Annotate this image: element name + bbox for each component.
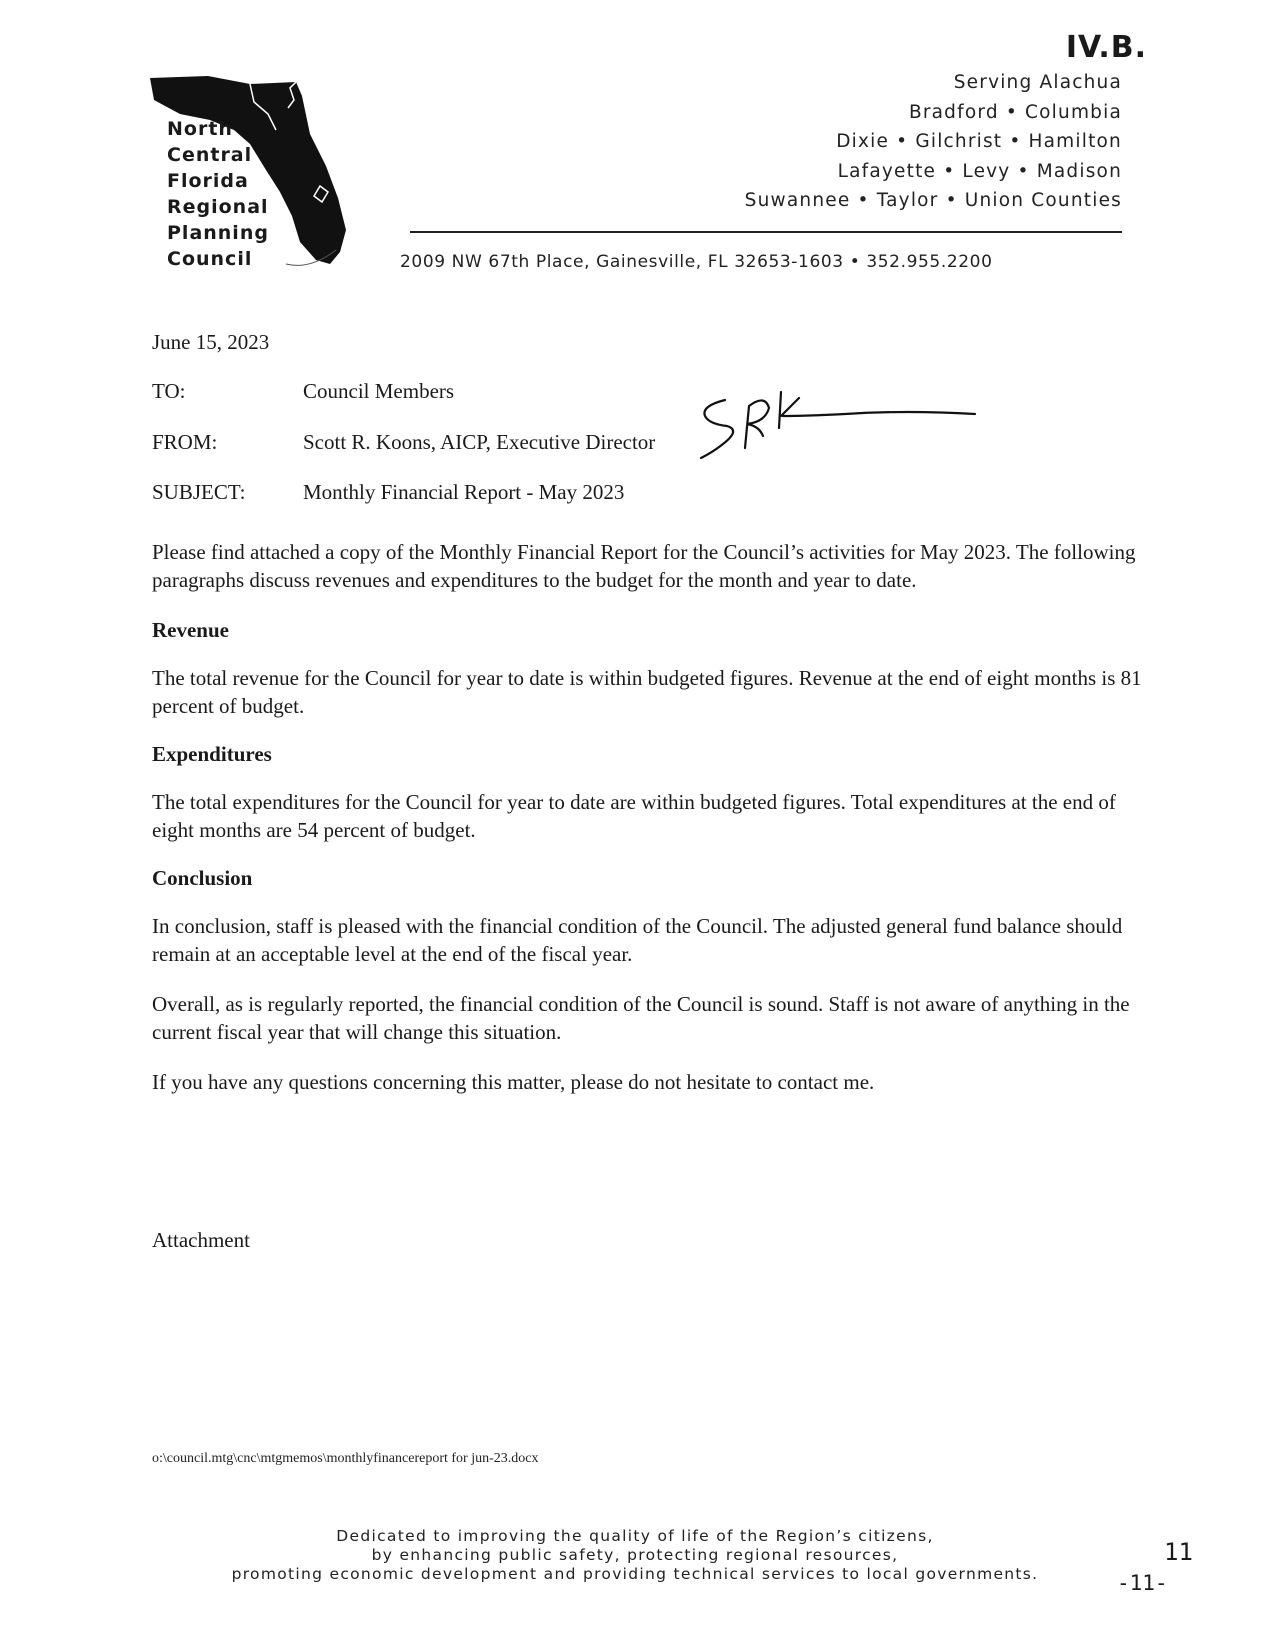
logo-line: Council <box>167 248 253 270</box>
logo-line: Planning <box>167 222 269 244</box>
to-label: TO: <box>152 379 186 403</box>
logo-line: Central <box>167 144 253 166</box>
from-value: Scott R. Koons, AICP, Executive Director <box>303 430 656 454</box>
conclusion-heading: Conclusion <box>152 866 253 890</box>
counties-served <box>745 68 1122 216</box>
memo-date: June 15, 2023 <box>152 330 270 354</box>
page-number-alt: -11- <box>1117 1571 1168 1595</box>
counties-line: Suwannee • Taylor • Union Counties <box>744 190 1122 211</box>
page-number: 11 <box>1164 1538 1193 1566</box>
to-value: Council Members <box>303 379 455 403</box>
logo-line: Regional <box>167 196 269 218</box>
conclusion-paragraph-1: In conclusion, staff is pleased with the financial condition of the Council. The adjusted general fund balance should remain at an acceptable level at the end of the fiscal year. <box>152 914 1123 966</box>
mission-line: promoting economic development and providing technical services to local governments. <box>231 1565 1039 1583</box>
from-label: FROM: <box>152 430 218 454</box>
conclusion-paragraph-2: Overall, as is regularly reported, the financial condition of the Council is sound. Staff is not aware of anything in the current fiscal year that will change this situation. <box>152 992 1130 1044</box>
handwritten-signature <box>695 388 985 473</box>
revenue-heading: Revenue <box>152 618 229 642</box>
subject-label: SUBJECT: <box>152 480 246 504</box>
counties-line: Lafayette • Levy • Madison <box>837 160 1122 182</box>
council-logo <box>150 74 360 280</box>
file-path: o:\council.mtg\cnc\mtgmemos\monthlyfinancereport for jun-23.docx <box>152 1451 539 1466</box>
mission-statement <box>155 1527 1115 1584</box>
logo-line: Florida <box>167 170 249 192</box>
expenditures-paragraph: The total expenditures for the Council for year to date are within budgeted figures. Total expenditures at the end of eight months are 54 percent of budget. <box>152 790 1116 842</box>
counties-line: Serving Alachua <box>953 72 1122 93</box>
logo-line: North <box>167 118 233 140</box>
council-address: 2009 NW 67th Place, Gainesville, FL 32653-1603 • 352.955.2200 <box>400 252 993 272</box>
revenue-paragraph: The total revenue for the Council for year to date is within budgeted figures. Revenue at the end of eight months is 81 percent of budget. <box>152 666 1142 718</box>
subject-value: Monthly Financial Report - May 2023 <box>303 480 625 504</box>
expenditures-heading: Expenditures <box>152 742 272 766</box>
council-name <box>167 116 269 272</box>
mission-line: Dedicated to improving the quality of life of the Region’s citizens, <box>336 1527 934 1545</box>
mission-line: by enhancing public safety, protecting regional resources, <box>371 1546 899 1564</box>
counties-line: Dixie • Gilchrist • Hamilton <box>836 131 1122 152</box>
counties-line: Bradford • Columbia <box>908 101 1122 123</box>
intro-paragraph: Please find attached a copy of the Monthly Financial Report for the Council’s activities for May 2023. The following paragraphs discuss revenues and expenditures to the budget for the month and year to date. <box>152 540 1136 592</box>
agenda-item-code: IV.B. <box>1065 30 1147 65</box>
header-divider <box>410 231 1122 233</box>
attachment-label: Attachment <box>152 1228 250 1252</box>
closing-paragraph: If you have any questions concerning this matter, please do not hesitate to contact me. <box>152 1070 875 1094</box>
